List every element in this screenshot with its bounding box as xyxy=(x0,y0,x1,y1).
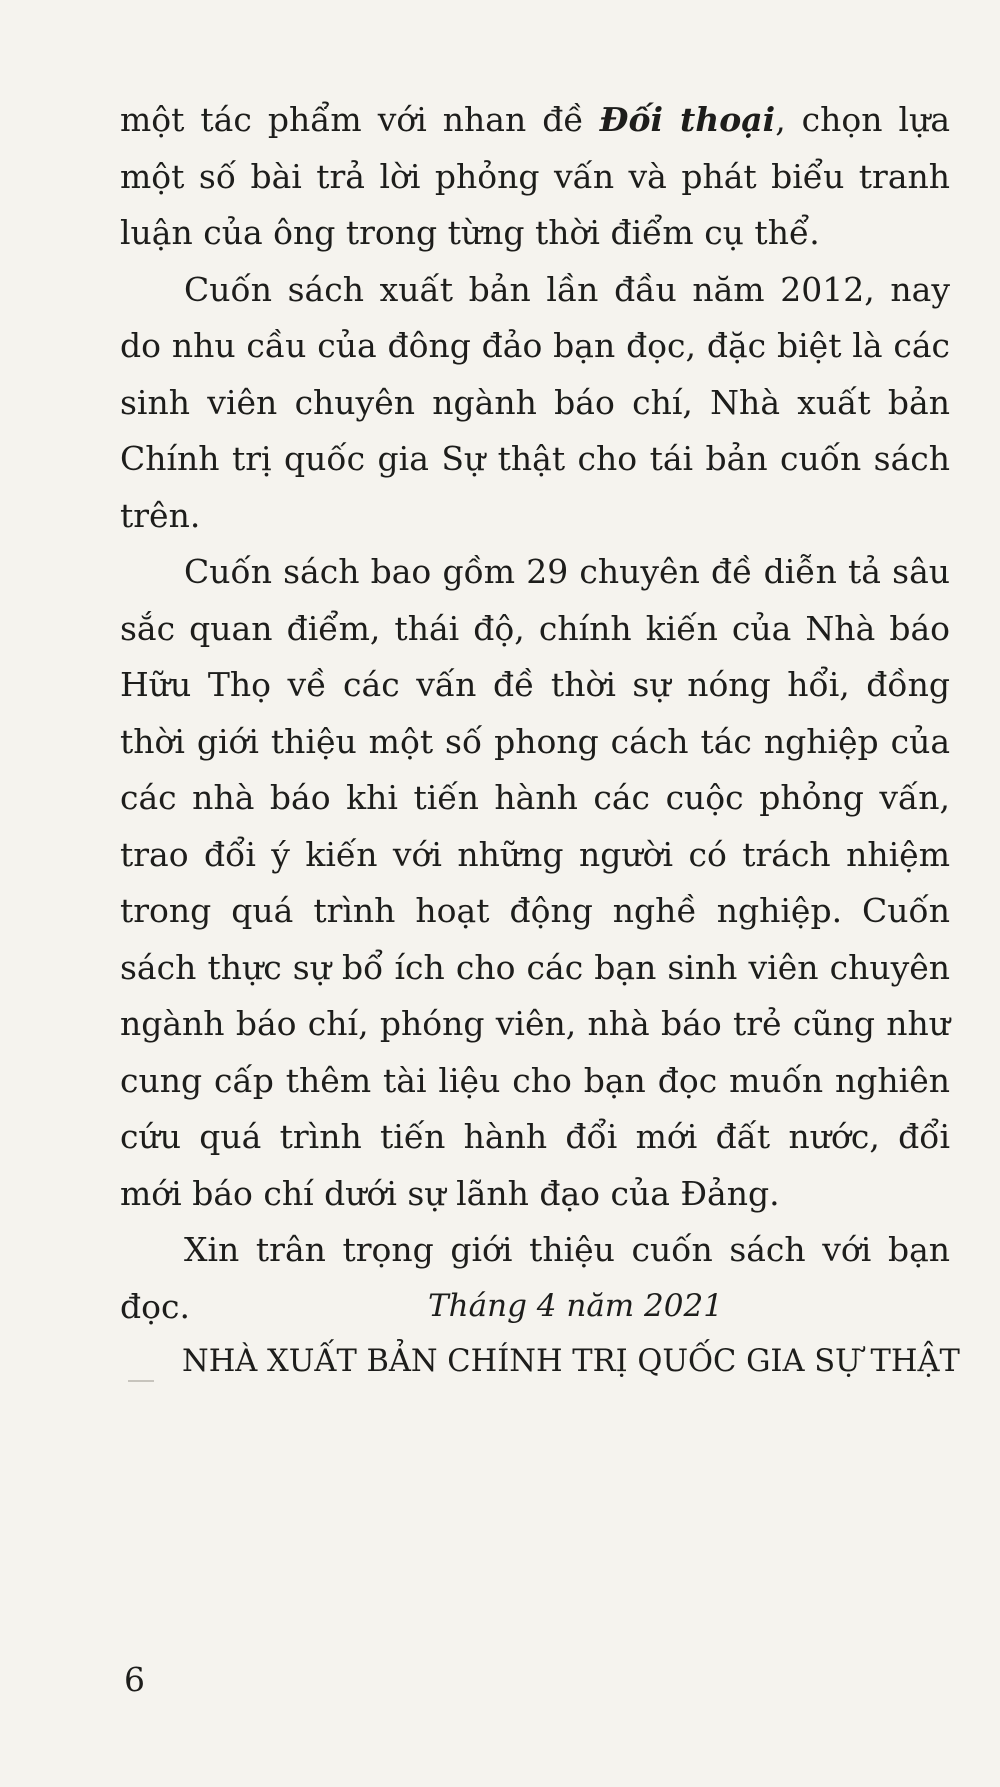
paragraph-4: Xin trân trọng giới thiệu cuốn sách với bạn đọc. xyxy=(120,1230,950,1326)
page-number: 6 xyxy=(124,1660,145,1699)
faint-dash-mark xyxy=(128,1380,154,1382)
paragraph-1 xyxy=(120,92,950,262)
body-text xyxy=(120,92,950,1335)
paragraph-3: Cuốn sách bao gồm 29 chuyên đề diễn tả sâu sắc quan điểm, thái độ, chính kiến của Nhà báo Hữu Thọ về các vấn đề thời sự nóng hổi, đồng thời giới thiệu một số phong cách tác nghiệp của các nhà báo khi tiến hành các cuộc phỏng vấn, trao đổi ý kiến với những người có trách nhiệm trong quá trình hoạt động nghề nghiệp. Cuốn sách thực sự bổ ích cho các bạn sinh viên chuyên ngành báo chí, phóng viên, nhà báo trẻ cũng như cung cấp thêm tài liệu cho bạn đọc muốn nghiên cứu quá trình tiến hành đổi mới đất nước, đổi mới báo chí dưới sự lãnh đạo của Đảng. xyxy=(120,552,950,1213)
signature-date: Tháng 4 năm 2021 xyxy=(428,1288,723,1324)
signature-publisher: NHÀ XUẤT BẢN CHÍNH TRỊ QUỐC GIA SỰ THẬT xyxy=(182,1344,960,1379)
paragraph-2: Cuốn sách xuất bản lần đầu năm 2012, nay do nhu cầu của đông đảo bạn đọc, đặc biệt là các sinh viên chuyên ngành báo chí, Nhà xuất bản Chính trị quốc gia Sự thật cho tái bản cuốn sách trên. xyxy=(120,269,950,535)
paragraph-1-rest: , chọn lựa một số bài trả lời phỏng vấn và phát biểu tranh luận của ông trong từng thời điểm cụ thể. xyxy=(120,100,951,252)
book-title-emphasis: Đối thoại xyxy=(599,100,776,139)
paragraph-1-lead: một tác phẩm với nhan đề xyxy=(120,100,600,139)
